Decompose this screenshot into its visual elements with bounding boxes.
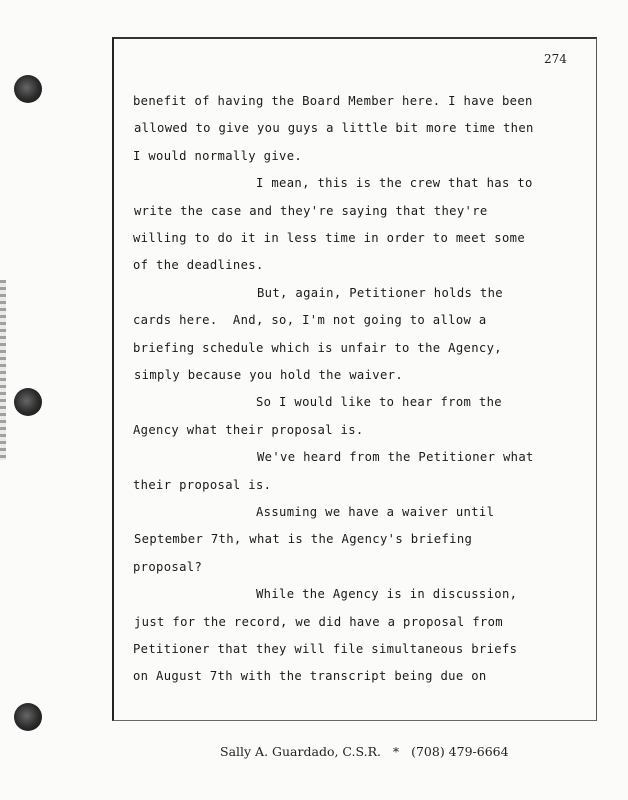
transcript-line: While the Agency is in discussion, [133,587,518,602]
transcript-line: So I would like to hear from the [133,395,502,410]
transcript-line: Assuming we have a waiver until [133,505,495,519]
transcript-line: We've heard from the Petitioner what [134,450,534,465]
transcript-line: September 7th, what is the Agency's briefing [134,532,473,547]
transcript-line: I mean, this is the crew that has to [133,176,533,191]
footer-separator: * [392,744,400,759]
transcript-line: of the deadlines. [133,258,264,273]
footer [220,744,509,759]
transcript-line: But, again, Petitioner holds the [134,285,503,300]
transcript-line: I would normally give. [133,148,303,163]
transcript-line: benefit of having the Board Member here. I have been [133,94,533,108]
reporter-name: Sally A. Guardado, C.S.R. [220,744,381,759]
scan-edge-artifact [0,280,6,460]
binder-hole-icon [14,703,42,731]
transcript-line: Petitioner that they will file simultaneous briefs [133,642,518,656]
transcript-line: cards here. And, so, I'm not going to allow a [133,313,487,328]
page-number: 274 [544,52,567,66]
transcript-line: allowed to give you guys a little bit more time then [134,121,534,136]
binder-hole-icon [14,75,42,103]
transcript-line: just for the record, we did have a proposal from [134,614,503,629]
transcript-line: their proposal is. [133,477,272,492]
transcript-line: write the case and they're saying that they're [134,203,488,218]
binder-hole-icon [14,388,42,416]
transcript-line: briefing schedule which is unfair to the Agency, [133,340,502,355]
transcript-line: Agency what their proposal is. [133,422,364,437]
transcript-line: on August 7th with the transcript being due on [133,669,487,684]
reporter-phone: (708) 479-6664 [411,744,509,759]
transcript-line: proposal? [133,559,203,574]
transcript-line: simply because you hold the waiver. [134,368,404,382]
transcript-line: willing to do it in less time in order to meet some [133,231,526,245]
